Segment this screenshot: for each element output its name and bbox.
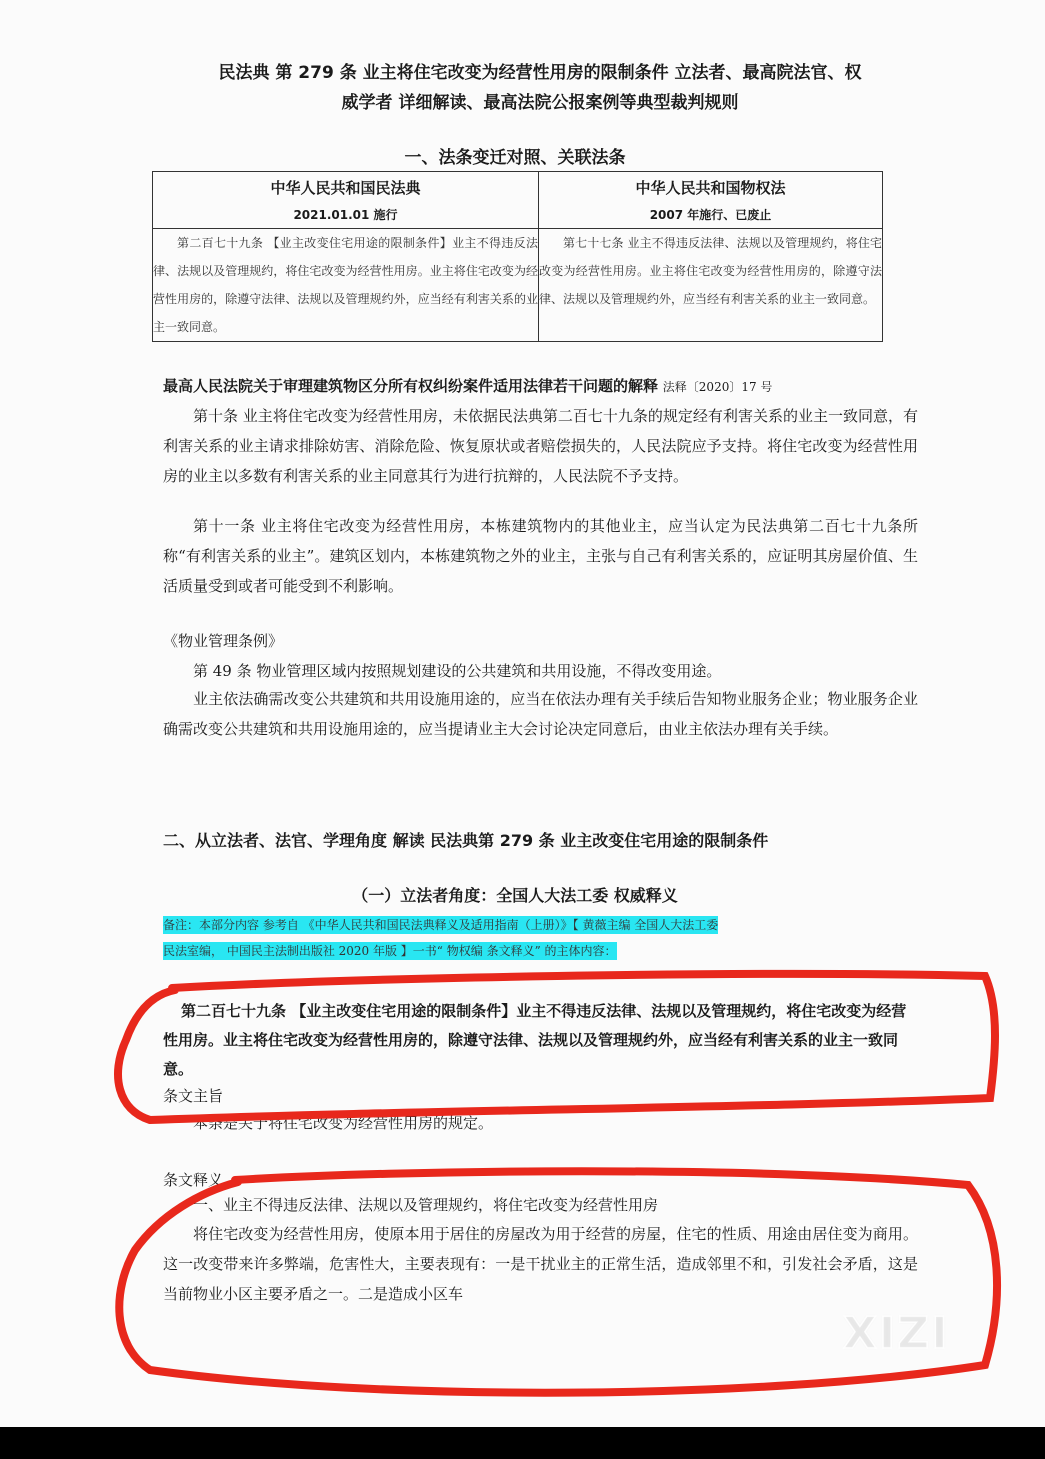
bottom-bar <box>0 1427 1045 1459</box>
interpretation-title: 最高人民法院关于审理建筑物区分所有权纠纷案件适用法律若干问题的解释 <box>163 377 659 395</box>
interpretation-label: 条文释义 <box>163 1171 224 1189</box>
property-law-article-text: 第七十七条 业主不得违反法律、法规以及管理规约，将住宅改变为经营性用房。业主将住宅改变为经营性用房的，除遵守法律、法规以及管理规约外，应当经有利害关系的业主一致同意。 <box>539 229 883 342</box>
property-law-name: 中华人民共和国物权法 <box>635 179 786 197</box>
article-279-text: 第二百七十九条 【业主改变住宅用途的限制条件】业主不得违反法律、法规以及管理规约，将住宅改变为经营性用房。业主将住宅改变为经营性用房的，除遵守法律、法规以及管理规约外，应当经有利害关系的业主一致同意。 <box>163 1002 907 1078</box>
gist-text: 本条是关于将住宅改变为经营性用房的规定。 <box>193 1114 494 1132</box>
table-header-civil-code <box>153 172 539 229</box>
title-line-2: 威学者 详细解读、最高法院公报案例等典型裁判规则 <box>341 93 739 113</box>
section1-heading: 一、法条变迁对照、关联法条 <box>404 148 626 168</box>
section2-heading: 二、从立法者、法官、学理角度 解读 民法典第 279 条 业主改变住宅用途的限制条件 <box>163 831 769 850</box>
source-note <box>163 912 915 964</box>
gist-label: 条文主旨 <box>163 1087 224 1105</box>
interpretation-article-10: 第十条 业主将住宅改变为经营性用房，未依据民法典第二百七十九条的规定经有利害关系的业主一致同意，有利害关系的业主请求排除妨害、消除危险、恢复原状或者赔偿损失的，人民法院应予支持。将住宅改变为经营性用房的业主以多数有利害关系的业主同意其行为进行抗辩的，人民法院不予支持。 <box>163 407 918 485</box>
regulation-article-49: 第 49 条 物业管理区域内按照规划建设的公共建筑和共用设施，不得改变用途。 <box>193 662 722 680</box>
note-line-1: 备注：本部分内容 参考自 《中华人民共和国民法典释义及适用指南（上册）》【 黄薇主编 全国人大法工委 <box>163 918 719 932</box>
property-law-date: 2007 年施行、已废止 <box>649 208 772 222</box>
civil-code-date: 2021.01.01 施行 <box>293 208 398 222</box>
law-comparison-table <box>152 171 883 342</box>
title-line-1: 民法典 第 279 条 业主将住宅改变为经营性用房的限制条件 立法者、最高院法官、权 <box>218 63 862 83</box>
regulation-article-49-para2: 业主依法确需改变公共建筑和共用设施用途的，应当在依法办理有关手续后告知物业服务企业；物业服务企业确需改变公共建筑和共用设施用途的，应当提请业主大会讨论决定同意后，由业主依法办理有关手续。 <box>163 690 918 738</box>
interpretation-heading <box>163 371 918 402</box>
watermark-logo: XIZI <box>843 1308 950 1359</box>
civil-code-article-text: 第二百七十九条 【业主改变住宅用途的限制条件】业主不得违反法律、法规以及管理规约，将住宅改变为经营性用房。业主将住宅改变为经营性用房的，除遵守法律、法规以及管理规约外，应当经有利害关系的业主一致同意。 <box>153 229 539 342</box>
note-line-2: 民法室编， 中国民主法制出版社 2020 年版 】一书“ 物权编 条文释义” 的主体内容： <box>163 944 617 958</box>
interpretation-article-11: 第十一条 业主将住宅改变为经营性用房，本栋建筑物内的其他业主，应当认定为民法典第二百七十九条所称“有利害关系的业主”。建筑区划内，本栋建筑物之外的业主，主张与自己有利害关系的，应证明其房屋价值、生活质量受到或者可能受到不利影响。 <box>163 517 918 595</box>
point-1-text: 将住宅改变为经营性用房，使原本用于居住的房屋改为用于经营的房屋，住宅的性质、用途由居住变为商用。这一改变带来许多弊端，危害性大，主要表现有：一是干扰业主的正常生活，造成邻里不和，引发社会矛盾，这是当前物业小区主要矛盾之一。二是造成小区车 <box>163 1225 918 1303</box>
document-title <box>140 58 940 118</box>
civil-code-name: 中华人民共和国民法典 <box>270 179 421 197</box>
point-1-heading: 一、业主不得违反法律、法规以及管理规约，将住宅改变为经营性用房 <box>193 1196 659 1214</box>
section2-subheading: （一）立法者角度：全国人大法工委 权威释义 <box>352 886 678 905</box>
regulation-title: 《物业管理条例》 <box>163 632 284 650</box>
table-header-property-law <box>539 172 883 229</box>
interpretation-ref: 法释〔2020〕17 号 <box>662 380 773 394</box>
